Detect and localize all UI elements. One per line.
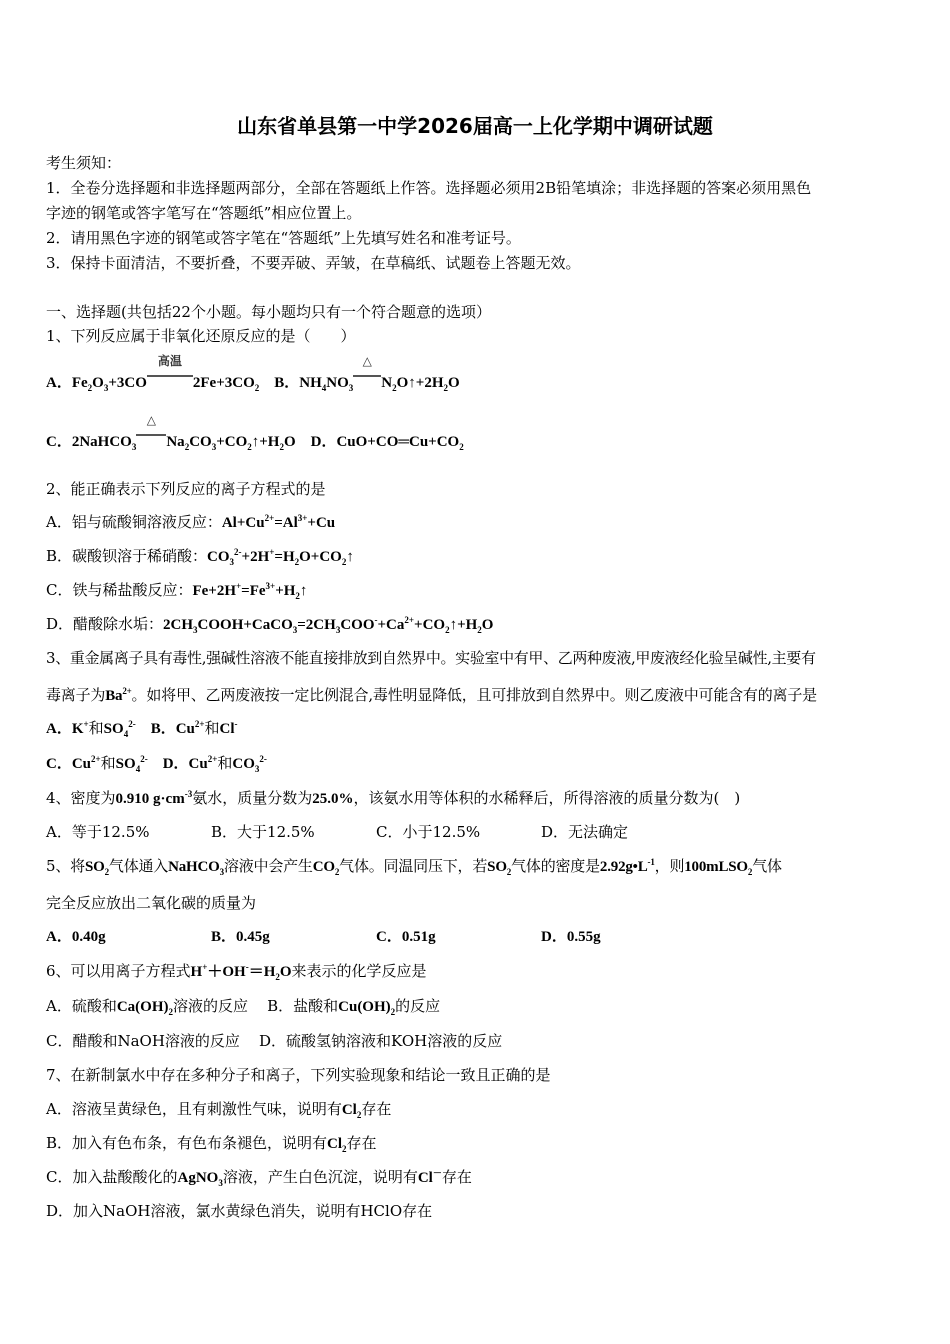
q5-option-a: A．0.40g: [46, 929, 106, 945]
q4-option-d: D．无法确定: [541, 823, 629, 841]
q2-option-b: B．碳酸钡溶于稀硝酸：$CO_3^{2-}+2H^+=H_2O+CO_2↑$: [46, 547, 354, 567]
section-heading: 一、选择题(共包括22个小题。每小题均只有一个符合题意的选项）: [46, 303, 491, 321]
q1-options-cd: C．2NaHCO$_3$ △ $Na_2CO_3+CO_2↑+H_2O$ D．$CuO+CO═Cu+CO_2$: [46, 413, 464, 452]
q4-stem: 4、密度为0.910 $g\cdot cm^{-3}$氨水，质量分数为25.0%，该氨水用等体积的水稀释后，所得溶液的质量分数为( ): [46, 789, 741, 807]
q2-option-c: C．铁与稀盐酸反应：$Fe+2H^+=Fe^{3+}+H_2↑$: [46, 581, 308, 601]
q5-stem-a: 5、将$SO_2$气体通入NaHCO$_3$溶液中会产生$CO_2$气体。同温同压下，若$SO_2$气体的密度是$2.92g•L^{-1}$，则100mLSO$_2$气体: [46, 857, 782, 877]
q7-option-d: D．加入NaOH溶液，氯水黄绿色消失，说明有HClO存在: [46, 1202, 433, 1220]
reaction-arrow-high-temp: 高温: [147, 373, 193, 387]
q3-stem-a: 3、重金属离子具有毒性,强碱性溶液不能直接排放到自然界中。实验室中有甲、乙两种废液,甲废液经化验呈碱性,主要有: [46, 649, 816, 667]
notice-item-1a: 1．全卷分选择题和非选择题两部分，全部在答题纸上作答。选择题必须用2B铅笔填涂；非选择题的答案必须用黑色: [46, 179, 812, 197]
q3-options-ab: A．K+和$SO_4^{2-}$ B．$Cu^{2+}$和Cl-: [46, 719, 238, 739]
q4-option-a: A．等于12.5%: [46, 823, 150, 841]
q6-stem: 6、可以用离子方程式$H^++OH^-=H_2O$来表示的化学反应是: [46, 962, 427, 982]
q5-option-d: D．0.55g: [541, 929, 601, 945]
q5-option-b: B．0.45g: [211, 929, 270, 945]
page-title: 山东省单县第一中学2026届高一上化学期中调研试题: [237, 114, 713, 138]
notice-item-2: 2．请用黑色字迹的钢笔或答字笔在“答题纸”上先填写姓名和准考证号。: [46, 229, 521, 247]
q4-option-b: B．大于12.5%: [211, 823, 315, 841]
notice-heading: 考生须知：: [46, 154, 122, 172]
q2-stem: 2、能正确表示下列反应的离子方程式的是: [46, 480, 326, 498]
q2-option-a: A．铝与硫酸铜溶液反应：$Al+Cu^{2+}=Al^{3+}+Cu$: [46, 513, 336, 531]
q4-option-c: C．小于12.5%: [376, 823, 481, 841]
reaction-arrow-heat: △: [353, 373, 381, 387]
q6-options-cd: C．醋酸和NaOH溶液的反应 D．硫酸氢钠溶液和KOH溶液的反应: [46, 1032, 503, 1050]
q5-option-c: C．0.51g: [376, 929, 436, 945]
notice-item-1b: 字迹的钢笔或答字笔写在“答题纸”相应位置上。: [46, 204, 362, 222]
q5-options: [46, 927, 601, 947]
q2-option-d: D．醋酸除水垢：$2CH_3COOH+CaCO_3=2CH_3COO^-+Ca^{2+}+CO_2↑+H_2O$: [46, 615, 494, 635]
q7-stem: 7、在新制氯水中存在多种分子和离子，下列实验现象和结论一致且正确的是: [46, 1066, 551, 1084]
q5-stem-b: 完全反应放出二氧化碳的质量为: [46, 894, 257, 912]
q7-option-a: A．溶液呈黄绿色，且有刺激性气味，说明有$Cl_2$存在: [46, 1100, 392, 1120]
q7-option-b: B．加入有色布条，有色布条褪色，说明有$Cl_2$存在: [46, 1134, 377, 1154]
q1-options-ab: A．$Fe_2O_3+3CO$ 高温 $2Fe+3CO_2$ B．$NH_4NO_3$ △ $N_2O↑+2H_2O$: [46, 354, 460, 393]
q1-stem: 1、下列反应属于非氧化还原反应的是（ ）: [46, 327, 356, 345]
q3-options-cd: C．$Cu^{2+}$和$SO_4^{2-}$ D．$Cu^{2+}$和$CO_3^{2-}$: [46, 754, 267, 774]
q6-options-ab: A．硫酸和$Ca(OH)_2$溶液的反应 B．盐酸和$Cu(OH)_2$的反应: [46, 997, 441, 1017]
reaction-arrow-heat: △: [136, 432, 166, 446]
notice-item-3: 3．保持卡面清洁，不要折叠，不要弄破、弄皱，在草稿纸、试题卷上答题无效。: [46, 254, 581, 272]
q4-options: [46, 822, 628, 842]
q7-option-c: C．加入盐酸酸化的AgNO$_3$溶液，产生白色沉淀，说明有Cl－存在: [46, 1168, 472, 1188]
q3-stem-b: 毒离子为$Ba^{2+}$。如将甲、乙两废液按一定比例混合,毒性明显降低，且可排放到自然界中。则乙废液中可能含有的离子是: [46, 686, 817, 704]
